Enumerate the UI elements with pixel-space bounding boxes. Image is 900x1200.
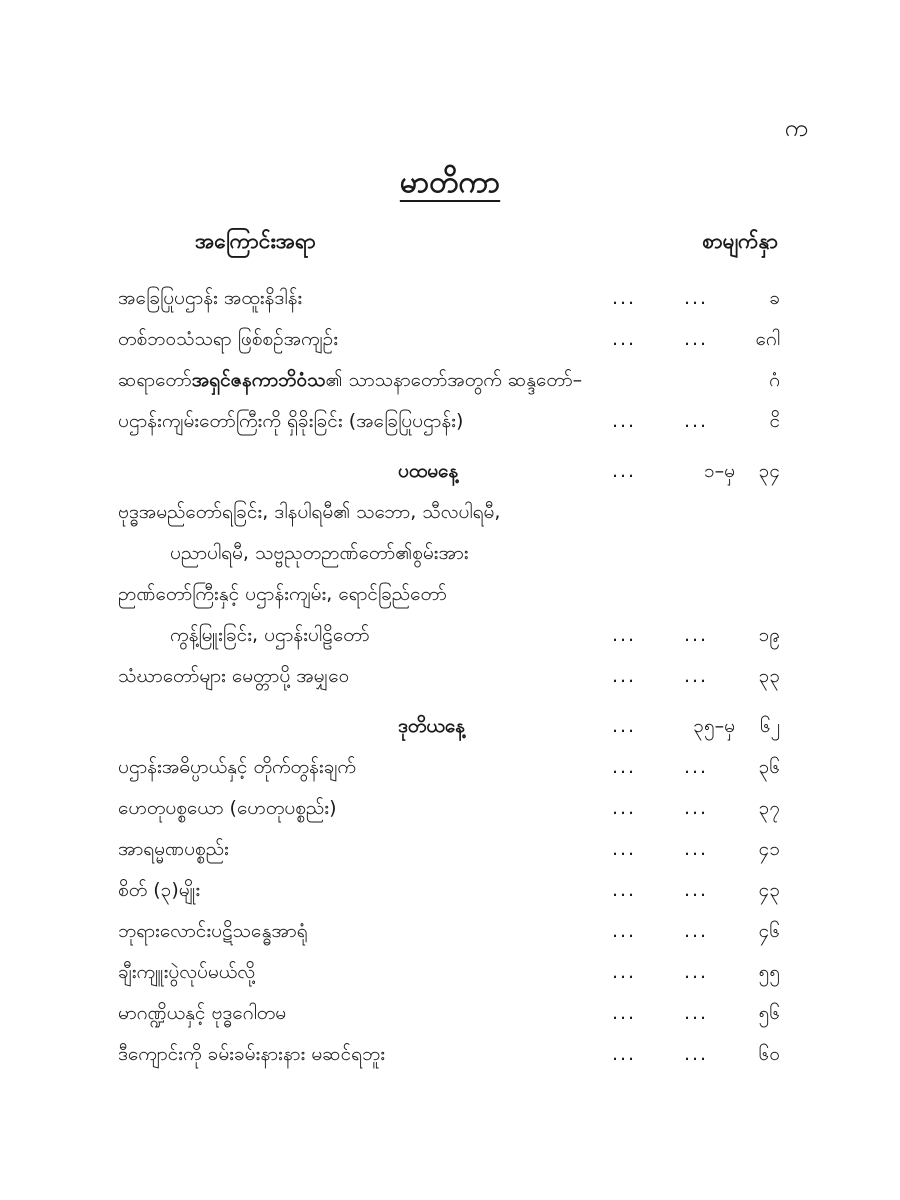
- leader-dots: ...: [683, 961, 709, 983]
- toc-entry-title: [118, 870, 200, 911]
- toc-entry-text: စိတ် (၃)မျိုး: [118, 879, 201, 901]
- page-number: က: [784, 114, 808, 142]
- toc-entry-title: [118, 278, 302, 319]
- toc-entry-text: ဆရာတော်: [118, 369, 192, 391]
- toc-entry-text: အခြေပြုပဌာန်း အထူးနိဒါန်း: [118, 287, 303, 309]
- toc-entry-title: [118, 401, 463, 442]
- toc-page-number: ဂေါ: [755, 328, 780, 350]
- toc-entry-text: ဉာဏ်တော်ကြီးနှင့် ပဌာန်းကျမ်း, ရောင်ခြည်တော်: [118, 583, 447, 605]
- toc-entry-title: [118, 952, 255, 993]
- leader-dots: ...: [611, 961, 637, 983]
- toc-page-number: ၄၆: [758, 920, 780, 942]
- toc-entry-text: ပဌာန်းအဓိပ္ပာယ်နှင့် တိုက်တွန်းချက်: [118, 756, 356, 778]
- leader-dots: ...: [683, 838, 709, 860]
- toc-entry: [118, 870, 780, 911]
- toc-entry-title: [118, 360, 582, 401]
- toc-entry-title: [118, 574, 447, 615]
- page-title-text: မာတိကာ: [399, 165, 501, 200]
- toc-entry: [118, 533, 780, 574]
- toc-entry: [118, 319, 780, 360]
- leader-dots: ...: [683, 624, 709, 646]
- leader-dots: ...: [611, 838, 637, 860]
- leader-dots: ...: [611, 460, 637, 482]
- toc-entry: [118, 952, 780, 993]
- column-header-page: စာမျက်နှာ: [702, 229, 778, 253]
- toc-entry: [118, 492, 780, 533]
- toc-entry-text: ဘုရားလောင်းပဋိသန္ဓေအာရုံ: [118, 920, 308, 942]
- page-range-start: ၃၅–မှ: [693, 715, 735, 737]
- leader-dots: ...: [611, 920, 637, 942]
- leader-dots: ...: [683, 287, 709, 309]
- toc-entry-text: ပညာပါရမီ, သဗ္ဗညုတဉာဏ်တော်၏စွမ်းအား: [170, 542, 469, 564]
- leader-dots: ...: [611, 287, 637, 309]
- leader-dots: ...: [683, 410, 709, 432]
- leader-dots: ...: [683, 756, 709, 778]
- leader-dots: ...: [683, 797, 709, 819]
- toc-entry-text: ပထမနေ့: [398, 460, 459, 482]
- toc-entry-bold-name: အရှင်ဇနကာဘိဝံသ: [191, 369, 326, 391]
- toc-entry-title: [118, 656, 349, 697]
- toc-entry: [118, 993, 780, 1034]
- toc-entry-text: တစ်ဘဝသံသရာ ဖြစ်စဉ်အကျဉ်း: [118, 328, 339, 350]
- leader-dots: ...: [611, 410, 637, 432]
- toc-page-number: ၆၂: [759, 715, 780, 737]
- toc-page-number: ၄၃: [758, 879, 780, 901]
- toc-page-number: ခ: [769, 287, 780, 309]
- toc-section-heading: [118, 706, 780, 747]
- toc-page-number: ၅၆: [758, 1002, 780, 1024]
- toc-entry: [118, 360, 780, 401]
- page-title: [0, 162, 900, 207]
- toc-entry: [118, 401, 780, 442]
- leader-dots: ...: [611, 879, 637, 901]
- toc-entry-text-suffix: ၏ သာသနာတော်အတွက် ဆန္ဒတော်–: [325, 369, 583, 391]
- toc-entry: [118, 278, 780, 319]
- toc-entry-text: ဒုတိယနေ့: [398, 715, 466, 737]
- toc-entry-title: [118, 911, 308, 952]
- toc-entry-text: ဟေတုပစ္စယော (ဟေတုပစ္စည်း): [118, 797, 337, 819]
- leader-dots: ...: [683, 879, 709, 901]
- toc-page-number: ၃၆: [758, 756, 780, 778]
- leader-dots: ...: [611, 624, 637, 646]
- toc-page-number: ၃၇: [758, 797, 780, 819]
- toc-page-number: ငိ: [769, 410, 780, 432]
- leader-dots: ...: [683, 1043, 709, 1065]
- toc-entry: [118, 747, 780, 788]
- toc-entry-title: [118, 1034, 385, 1075]
- toc-entry-text: အာရမ္မဏပစ္စည်း: [118, 838, 229, 860]
- toc-entry-title: [118, 829, 229, 870]
- toc-entry-title: [398, 706, 465, 747]
- leader-dots: ...: [611, 797, 637, 819]
- toc-entry-text: ပဌာန်းကျမ်းတော်ကြီးကို ရှိခိုးခြင်း (အခြေပြုပဌာန်း): [118, 410, 464, 432]
- leader-dots: ...: [611, 756, 637, 778]
- toc-entry-title: [170, 615, 370, 656]
- toc-entry: [118, 1034, 780, 1075]
- leader-dots: ...: [611, 1043, 637, 1065]
- toc-entry-text: မာဂဏ္ဍိယနှင့် ဗုဒ္ဓဂေါတမ: [118, 1002, 287, 1024]
- toc-entry-title: [118, 747, 356, 788]
- toc-entry-title: [118, 788, 337, 829]
- leader-dots: ...: [611, 328, 637, 350]
- toc-page-number: ၆၀: [758, 1043, 780, 1065]
- toc-entry-title: [398, 451, 458, 492]
- column-header-subject: အကြောင်းအရာ: [195, 229, 316, 253]
- toc-entry-text: ကွန့်မြူးခြင်း, ပဌာန်းပါဠိတော်: [170, 624, 370, 646]
- toc-entry: [118, 656, 780, 697]
- leader-dots: ...: [683, 665, 709, 687]
- toc-entry-title: [170, 533, 469, 574]
- toc-entry-title: [118, 993, 286, 1034]
- toc-page-number: ဂံ: [769, 369, 780, 391]
- toc-entry: [118, 615, 780, 656]
- toc-page-number: ၃၄: [758, 460, 780, 482]
- toc-page-number: ၃၃: [758, 665, 780, 687]
- leader-dots: ...: [611, 715, 637, 737]
- leader-dots: ...: [611, 1002, 637, 1024]
- page-range-start: ၁–မှ: [703, 460, 735, 482]
- toc-entry: [118, 574, 780, 615]
- toc-entry: [118, 788, 780, 829]
- toc-page-number: ၁၉: [758, 624, 780, 646]
- toc-section-heading: [118, 451, 780, 492]
- toc-entry-title: [118, 319, 338, 360]
- toc-entry: [118, 911, 780, 952]
- leader-dots: ...: [683, 328, 709, 350]
- toc-entry-text: ချီးကျူးပွဲလုပ်မယ်လို့: [118, 961, 256, 983]
- toc-page-number: ၄၁: [758, 838, 780, 860]
- toc-entry-text: ဗုဒ္ဓအမည်တော်ရခြင်း, ဒါနပါရမီ၏ သဘော, သီလပါရမီ,: [118, 501, 501, 523]
- toc-entry-text: သံဃာတော်များ မေတ္တာပို့ အမျှဝေ: [118, 665, 350, 687]
- toc-entry-text: ဒီကျောင်းကို ခမ်းခမ်းနားနား မဆင်ရဘူး: [118, 1043, 386, 1065]
- toc-entry-title: [118, 492, 500, 533]
- toc-entry: [118, 829, 780, 870]
- toc-page-number: ၅၅: [758, 961, 780, 983]
- leader-dots: ...: [683, 920, 709, 942]
- leader-dots: ...: [683, 1002, 709, 1024]
- leader-dots: ...: [611, 665, 637, 687]
- table-of-contents: [118, 278, 780, 1075]
